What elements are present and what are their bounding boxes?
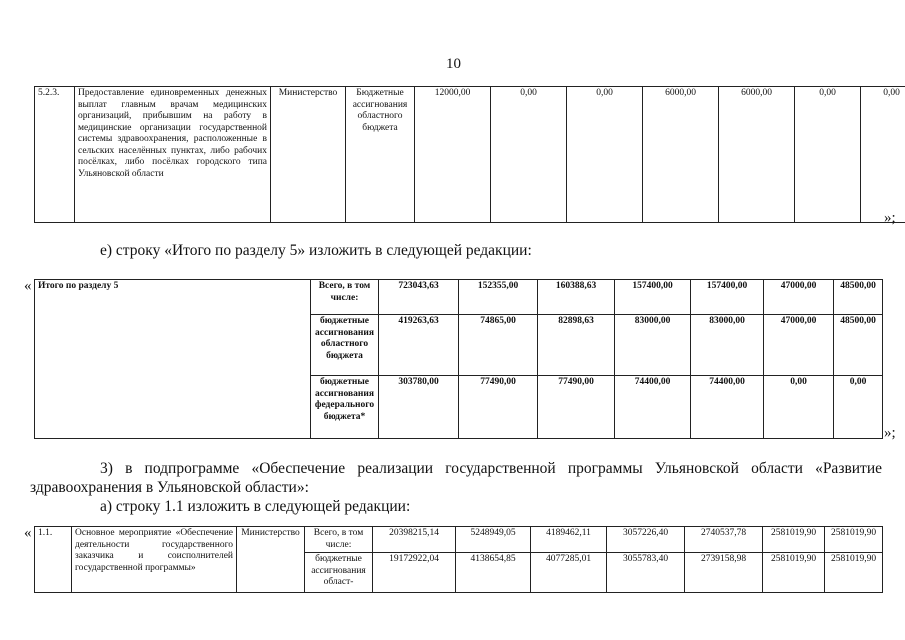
value-cell: 4138654,85	[456, 553, 531, 593]
table-row	[35, 527, 883, 553]
value-cell: 6000,00	[643, 87, 719, 223]
value-cell: 3055783,40	[607, 553, 685, 593]
value-cell: 74865,00	[459, 315, 538, 376]
opening-quote: «	[24, 525, 32, 541]
row-description: Предоставление единовременных денежных выплат главным врачам медицинских организаций, прибывшим на работу в медицинские организации государственной системы здравоохранения, расположенные в сельских населённых пунктах, либо рабочих посёлках, либо посёлках городского типа Ульяновской области	[75, 87, 271, 223]
table-row	[35, 280, 883, 315]
value-cell: 20398215,14	[373, 527, 456, 553]
row-code: 5.2.3.	[35, 87, 75, 223]
value-cell: 74400,00	[691, 376, 764, 439]
paragraph-e: е) строку «Итого по разделу 5» изложить в следующей редакции:	[100, 242, 532, 259]
value-cell: 12000,00	[415, 87, 491, 223]
value-cell: 2581019,90	[825, 527, 883, 553]
value-cell: 419263,63	[379, 315, 459, 376]
row-source: Бюджетные ассигнования областного бюджета	[346, 87, 415, 223]
row-label: бюджетные ассигнования област-	[305, 553, 373, 593]
row-label: Всего, в том числе:	[305, 527, 373, 553]
value-cell: 0,00	[764, 376, 834, 439]
value-cell: 77490,00	[459, 376, 538, 439]
section-total-title: Итого по разделу 5	[35, 280, 311, 439]
value-cell: 47000,00	[764, 280, 834, 315]
value-cell: 5248949,05	[456, 527, 531, 553]
value-cell: 303780,00	[379, 376, 459, 439]
table-row-5-2-3	[34, 86, 905, 223]
value-cell: 0,00	[491, 87, 567, 223]
value-cell: 82898,63	[538, 315, 615, 376]
value-cell: 2581019,90	[825, 553, 883, 593]
value-cell: 157400,00	[615, 280, 691, 315]
opening-quote: «	[24, 278, 32, 294]
value-cell: 2740537,78	[685, 527, 763, 553]
value-cell: 77490,00	[538, 376, 615, 439]
value-cell: 0,00	[861, 87, 905, 223]
value-cell: 152355,00	[459, 280, 538, 315]
value-cell: 74400,00	[615, 376, 691, 439]
row-executor: Министерство	[237, 527, 305, 593]
value-cell: 160388,63	[538, 280, 615, 315]
table-row	[35, 87, 905, 223]
row-description: Основное мероприятие «Обеспечение деятельности государственного заказчика и соисполнителей государственной программы»	[72, 527, 237, 593]
row-executor: Министерство	[271, 87, 346, 223]
value-cell: 2581019,90	[763, 527, 825, 553]
value-cell: 19172922,04	[373, 553, 456, 593]
value-cell: 4189462,11	[531, 527, 607, 553]
value-cell: 83000,00	[691, 315, 764, 376]
table-row-1-1	[34, 526, 883, 593]
row-label: бюджетные ассигнования областного бюджета	[311, 315, 379, 376]
paragraph-a: а) строку 1.1 изложить в следующей редакции:	[100, 498, 411, 515]
value-cell: 3057226,40	[607, 527, 685, 553]
value-cell: 48500,00	[834, 315, 883, 376]
value-cell: 2739158,98	[685, 553, 763, 593]
closing-quote: »;	[884, 210, 896, 226]
closing-quote: »;	[884, 425, 896, 441]
paragraph-3: 3) в подпрограмме «Обеспечение реализации государственной программы Ульяновской области «Развитие здравоохранения в Ульяновской области»:	[30, 460, 882, 496]
row-code: 1.1.	[35, 527, 72, 593]
value-cell: 4077285,01	[531, 553, 607, 593]
page-number: 10	[446, 56, 461, 72]
value-cell: 83000,00	[615, 315, 691, 376]
value-cell: 6000,00	[719, 87, 795, 223]
row-label: бюджетные ассигнования федерального бюджета*	[311, 376, 379, 439]
value-cell: 48500,00	[834, 280, 883, 315]
value-cell: 0,00	[834, 376, 883, 439]
table-total-section-5	[34, 279, 883, 439]
row-label: Всего, в том числе:	[311, 280, 379, 315]
value-cell: 2581019,90	[763, 553, 825, 593]
value-cell: 157400,00	[691, 280, 764, 315]
value-cell: 0,00	[567, 87, 643, 223]
value-cell: 47000,00	[764, 315, 834, 376]
value-cell: 0,00	[795, 87, 861, 223]
value-cell: 723043,63	[379, 280, 459, 315]
